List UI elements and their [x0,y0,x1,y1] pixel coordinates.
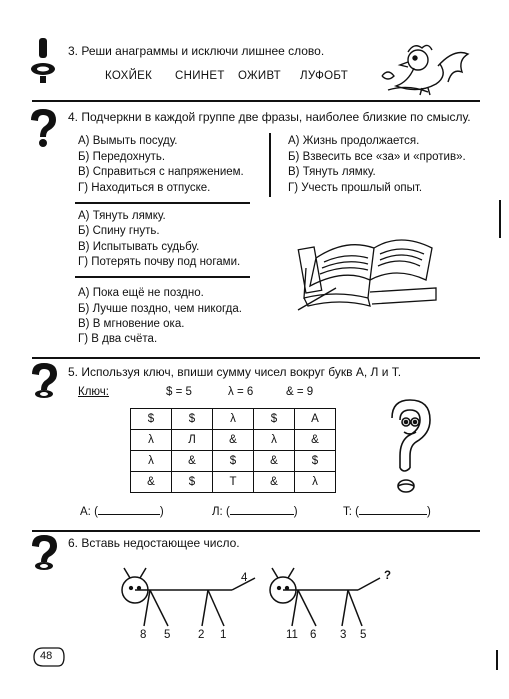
key-entry: $ = 5 [166,386,192,398]
key-entry: & = 9 [286,386,314,398]
grid-cell: λ [295,472,336,493]
leg-number: 8 [140,629,147,641]
question-mark-eye-icon [28,534,62,572]
cat-figure-1 [110,560,260,630]
answer-open-paren: ( [94,506,98,518]
task4-number: 4. [68,110,79,124]
task6-title: Вставь недостающее число. [81,536,240,550]
task4-title-row [68,110,471,124]
books-illustration [296,218,444,310]
task5-title: Используя ключ, впиши сумму чисел вокруг букв А, Л и Т. [81,365,402,379]
answer-close-paren: ) [159,506,164,518]
grid-cell: $ [213,451,254,472]
phrase-option: В) В мгновение ока. [78,318,185,330]
missing-number: ? [384,570,392,582]
leg-number: 5 [164,629,171,641]
grid-cell: $ [295,451,336,472]
task6-number: 6. [68,536,79,550]
leg-number: 5 [360,629,367,641]
grid-cell: λ [131,451,172,472]
task3-title-row [68,44,324,58]
margin-mark [496,650,498,670]
answer-close-paren: ) [427,506,431,518]
answer-l-label: Л: [212,506,223,518]
grid-cell: & [254,472,295,493]
grid-cell: λ [254,430,295,451]
task5-number: 5. [68,365,79,379]
task4-title: Подчеркни в каждой группе две фразы, наиболее близкие по смыслу. [81,110,471,124]
task3-title: Реши анаграммы и исключи лишнее слово. [81,44,325,58]
grid-cell: & [295,430,336,451]
grid-cell: & [254,451,295,472]
grid-cell: $ [131,409,172,430]
grid-cell: Л [172,430,213,451]
phrase-option: Г) Потерять почву под ногами. [78,256,241,268]
answer-open-paren: ( [225,506,230,518]
grid-cell: & [213,430,254,451]
answer-open-paren: ( [355,506,359,518]
phrase-option: А) Вымыть посуду. [78,135,178,147]
phrase-option: В) Справиться с напряжением. [78,166,244,178]
phrase-option: Г) Учесть прошлый опыт. [288,182,423,194]
grid-cell: λ [131,430,172,451]
answer-t-blank[interactable] [359,514,427,515]
anagram-word: ОЖИВТ [238,70,282,82]
phrase-option: В) Испытывать судьбу. [78,241,200,253]
task3-number: 3. [68,44,79,58]
symbol-grid [130,408,336,493]
answer-a-blank[interactable] [98,514,160,515]
grid-cell: A [295,409,336,430]
column-divider [269,133,271,197]
leg-number: 6 [310,629,317,641]
answer-l [212,506,298,518]
answer-a-label: A: [80,506,91,518]
answer-l-blank[interactable] [230,514,294,515]
answer-a [80,506,164,518]
group-divider [75,276,250,278]
anagram-word: СНИНЕТ [175,70,225,82]
question-mark-icon [28,108,58,148]
phrase-option: В) Тянуть лямку. [288,166,376,178]
grid-cell: $ [172,472,213,493]
exclamation-icon [30,38,56,84]
key-entry: λ = 6 [228,386,254,398]
grid-cell: λ [213,409,254,430]
section-divider [32,100,480,102]
section-divider [32,357,480,359]
leg-number: 11 [286,629,298,641]
rooster-illustration [378,38,476,96]
task5-title-row [68,365,401,379]
grid-cell: & [172,451,213,472]
anagram-word: ЛУФОБТ [300,70,349,82]
phrase-option: Б) Взвесить все «за» и «против». [288,151,466,163]
phrase-option: Г) В два счёта. [78,333,158,345]
grid-cell: & [131,472,172,493]
section-divider [32,530,480,532]
phrase-option: Г) Находиться в отпуске. [78,182,211,194]
answer-t [343,506,431,518]
answer-close-paren: ) [293,506,298,518]
phrase-option: Б) Спину гнуть. [78,225,160,237]
question-mark-character-illustration [384,398,438,498]
grid-cell: T [213,472,254,493]
margin-mark [499,200,501,238]
leg-number: 3 [340,629,347,641]
leg-number: 2 [198,629,205,641]
page-number: 48 [40,650,53,662]
phrase-option: Б) Передохнуть. [78,151,166,163]
phrase-option: А) Пока ещё не поздно. [78,287,204,299]
answer-t-label: T: [343,506,352,518]
phrase-option: А) Жизнь продолжается. [288,135,420,147]
tail-number: 4 [241,572,248,584]
leg-number: 1 [220,629,227,641]
phrase-option: Б) Лучше поздно, чем никогда. [78,303,242,315]
group-divider [75,202,250,204]
question-mark-eye-icon [28,362,62,400]
phrase-option: А) Тянуть лямку. [78,210,166,222]
key-label: Ключ: [78,386,109,398]
grid-cell: $ [254,409,295,430]
anagram-word: КОХЙЕК [105,70,153,82]
task6-title-row [68,536,240,550]
grid-cell: $ [172,409,213,430]
